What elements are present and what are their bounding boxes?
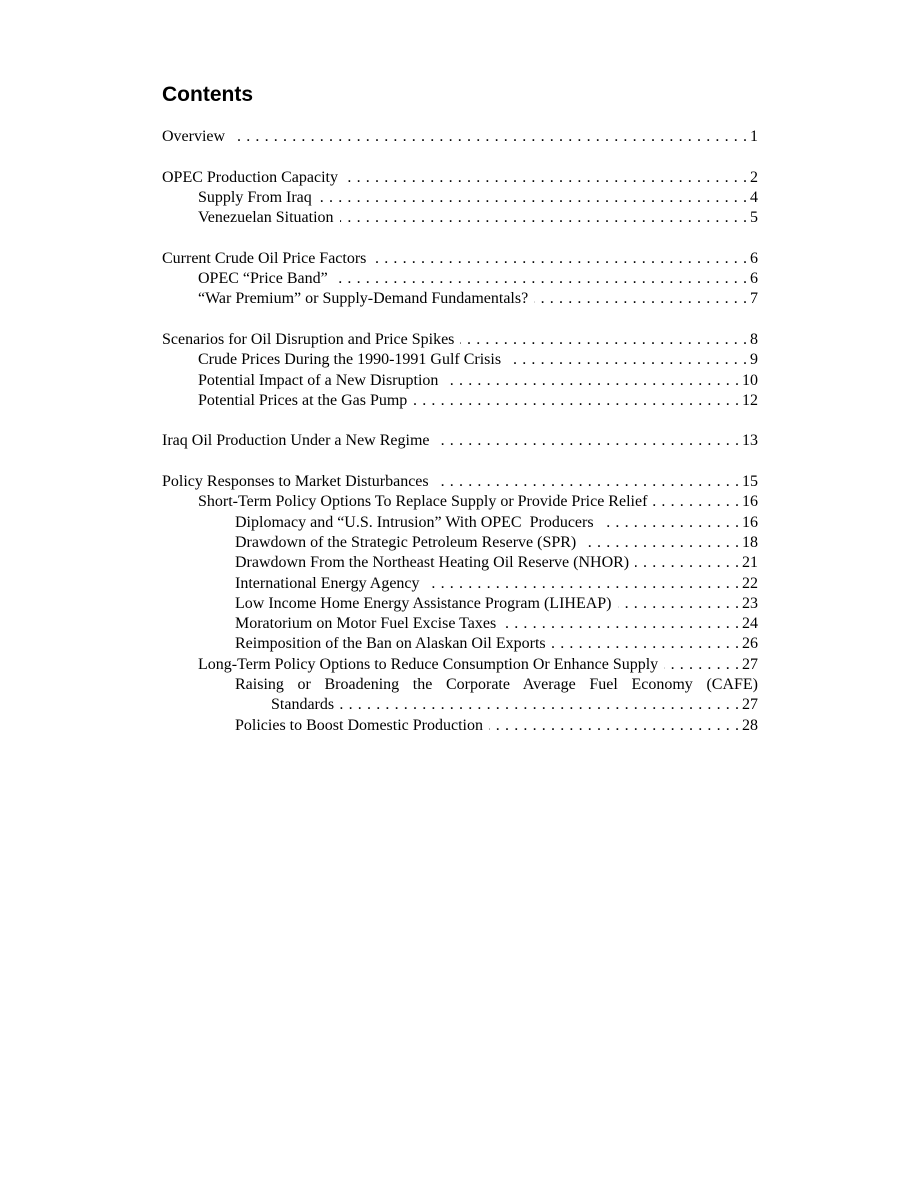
- dot-leader: [507, 350, 747, 370]
- dot-leader: [344, 168, 747, 188]
- dot-leader: [435, 431, 739, 451]
- toc-entry-page: 4: [750, 188, 758, 206]
- dot-leader: [600, 513, 739, 533]
- toc-list: [162, 127, 758, 736]
- toc-entry-title: Standards: [271, 696, 335, 714]
- dot-leader: [444, 371, 739, 391]
- toc-entry-crude-prices-gulf-crisis[interactable]: [162, 350, 758, 370]
- toc-entry-title: Diplomacy and “U.S. Intrusion” With OPEC Producers: [235, 513, 594, 531]
- toc-entry-opec-production-capacity[interactable]: [162, 168, 758, 188]
- toc-entry-title: Drawdown of the Strategic Petroleum Reserve (SPR): [235, 533, 577, 551]
- toc-entry-drawdown-spr[interactable]: [162, 533, 758, 553]
- toc-entry-page: 28: [742, 716, 758, 734]
- dot-leader: [372, 249, 747, 269]
- toc-entry-page: 2: [750, 168, 758, 186]
- toc-entry-page: 18: [742, 533, 758, 551]
- dot-leader: [653, 492, 739, 512]
- toc-entry-overview[interactable]: [162, 127, 758, 147]
- toc-section: [162, 249, 758, 310]
- toc-entry-page: 23: [742, 594, 758, 612]
- dot-leader: [552, 634, 739, 654]
- toc-entry-title-text: Raising or Broadening the Corporate Average Fuel Economy (CAFE): [235, 676, 758, 694]
- toc-entry-boost-domestic-production[interactable]: [162, 716, 758, 736]
- toc-entry-diplomacy-us-intrusion[interactable]: [162, 513, 758, 533]
- toc-section: [162, 168, 758, 229]
- toc-entry-page: 15: [742, 473, 758, 491]
- toc-entry-page: 27: [742, 655, 758, 673]
- toc-entry-title: Policy Responses to Market Disturbances: [162, 473, 429, 491]
- toc-entry-page: 21: [742, 554, 758, 572]
- toc-entry-title: Policies to Boost Domestic Production: [235, 716, 483, 734]
- dot-leader: [231, 127, 747, 147]
- dot-leader: [635, 553, 739, 573]
- toc-entry-page: 26: [742, 635, 758, 653]
- toc-entry-venezuelan-situation[interactable]: [162, 208, 758, 228]
- toc-entry-title: Short-Term Policy Options To Replace Supply or Provide Price Relief: [198, 493, 648, 511]
- toc-entry-title: Supply From Iraq: [198, 188, 312, 206]
- dot-leader: [340, 695, 739, 715]
- toc-entry-scenarios-oil-disruption[interactable]: [162, 330, 758, 350]
- toc-entry-title: Moratorium on Motor Fuel Excise Taxes: [235, 615, 497, 633]
- toc-entry-title: Crude Prices During the 1990-1991 Gulf Crisis: [198, 351, 502, 369]
- toc-entry-page: 8: [750, 330, 758, 348]
- dot-leader: [413, 391, 739, 411]
- toc-section: [162, 330, 758, 411]
- dot-leader: [618, 594, 739, 614]
- toc-entry-iraq-oil-production[interactable]: [162, 431, 758, 451]
- toc-section: [162, 472, 758, 736]
- toc-entry-war-premium[interactable]: [162, 289, 758, 309]
- toc-entry-title-line1: [235, 675, 758, 695]
- toc-entry-page: 6: [750, 249, 758, 267]
- dot-leader: [334, 269, 747, 289]
- toc-entry-liheap[interactable]: [162, 594, 758, 614]
- toc-entry-page: 10: [742, 371, 758, 389]
- toc-entry-title: OPEC “Price Band”: [198, 270, 328, 288]
- dot-leader: [426, 574, 739, 594]
- toc-entry-page: 16: [742, 493, 758, 511]
- toc-entry-opec-price-band[interactable]: [162, 269, 758, 289]
- toc-section: [162, 431, 758, 451]
- toc-entry-title: Iraq Oil Production Under a New Regime: [162, 432, 430, 450]
- toc-entry-current-crude-oil-price-factors[interactable]: [162, 249, 758, 269]
- toc-entry-title: International Energy Agency: [235, 574, 420, 592]
- dot-leader: [340, 208, 747, 228]
- toc-entry-page: 12: [742, 391, 758, 409]
- toc-entry-title: Drawdown From the Northeast Heating Oil Reserve (NHOR): [235, 554, 630, 572]
- dot-leader: [582, 533, 739, 553]
- dot-leader: [664, 655, 739, 675]
- toc-entry-page: 6: [750, 270, 758, 288]
- toc-entry-supply-from-iraq[interactable]: [162, 188, 758, 208]
- toc-entry-title: “War Premium” or Supply-Demand Fundamentals?: [198, 290, 529, 308]
- dot-leader: [318, 188, 747, 208]
- toc-entry-page: 24: [742, 615, 758, 633]
- toc-entry-international-energy-agency[interactable]: [162, 574, 758, 594]
- toc-entry-title: Overview: [162, 128, 226, 145]
- toc-entry-title: Low Income Home Energy Assistance Program (LIHEAP): [235, 594, 612, 612]
- toc-entry-page: 16: [742, 513, 758, 531]
- toc-section: [162, 127, 758, 147]
- toc-entry-title: Scenarios for Oil Disruption and Price Spikes: [162, 330, 455, 348]
- dot-leader: [502, 614, 739, 634]
- toc-entry-cafe-standards[interactable]: [162, 675, 758, 716]
- toc-entry-title: OPEC Production Capacity: [162, 168, 338, 186]
- toc-entry-page: 7: [750, 290, 758, 308]
- toc-entry-title: Venezuelan Situation: [198, 209, 334, 227]
- dot-leader: [489, 716, 739, 736]
- toc-entry-long-term-policy-options[interactable]: [162, 655, 758, 675]
- toc-entry-title: Potential Impact of a New Disruption: [198, 371, 439, 389]
- toc-entry-potential-impact-disruption[interactable]: [162, 371, 758, 391]
- toc-entry-policy-responses[interactable]: [162, 472, 758, 492]
- toc-entry-moratorium-fuel-taxes[interactable]: [162, 614, 758, 634]
- toc-entry-title: Long-Term Policy Options to Reduce Consumption Or Enhance Supply: [198, 655, 659, 673]
- toc-entry-page: 1: [750, 128, 758, 145]
- dot-leader: [534, 289, 747, 309]
- toc-entry-alaskan-oil-exports[interactable]: [162, 634, 758, 654]
- toc-entry-title: Current Crude Oil Price Factors: [162, 249, 367, 267]
- toc-entry-page: 13: [742, 432, 758, 450]
- dot-leader: [435, 472, 739, 492]
- toc-entry-drawdown-nhor[interactable]: [162, 553, 758, 573]
- toc-entry-title-line2: [235, 695, 758, 715]
- toc-entry-page: 9: [750, 351, 758, 369]
- toc-entry-page: 22: [742, 574, 758, 592]
- dot-leader: [460, 330, 747, 350]
- table-of-contents-page: [162, 82, 758, 736]
- contents-heading: Contents: [162, 83, 253, 106]
- toc-entry-title: Potential Prices at the Gas Pump: [198, 391, 408, 409]
- toc-entry-title: Reimposition of the Ban on Alaskan Oil Exports: [235, 635, 546, 653]
- toc-entry-page: 27: [742, 696, 758, 714]
- toc-entry-potential-prices-gas-pump[interactable]: [162, 391, 758, 411]
- toc-entry-short-term-policy-options[interactable]: [162, 492, 758, 512]
- toc-entry-page: 5: [750, 209, 758, 227]
